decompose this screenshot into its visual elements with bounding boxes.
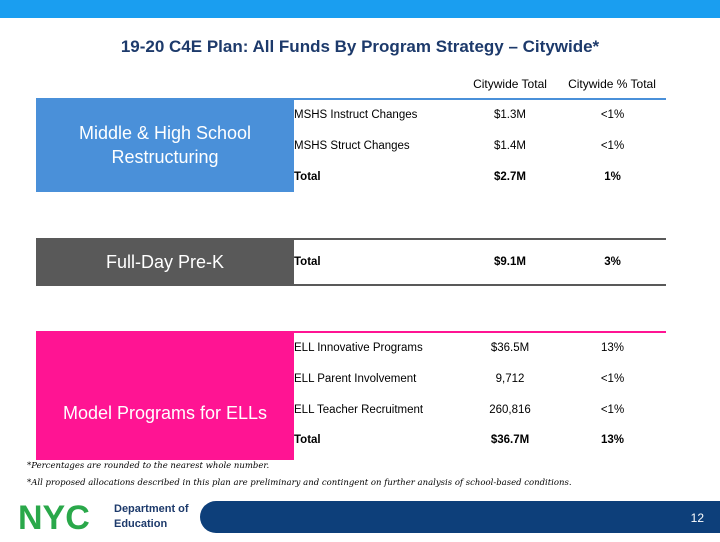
row-label: ELL Teacher Recruitment <box>294 404 424 416</box>
logo-letters: NYC <box>18 499 90 537</box>
row-total: $2.7M <box>494 171 526 183</box>
page-title: 19-20 C4E Plan: All Funds By Program Strategy – Citywide* <box>120 37 600 56</box>
row-label: MSHS Instruct Changes <box>294 109 418 121</box>
row-total: $9.1M <box>494 256 526 268</box>
row-pct: 3% <box>604 256 621 268</box>
row-label-total: Total <box>294 434 321 446</box>
nyc-doe-logo <box>18 497 198 537</box>
column-header-citywide-pct: Citywide % Total <box>568 77 656 91</box>
row-pct: 13% <box>600 434 625 446</box>
footnote-rounding: *Percentages are rounded to the nearest whole number. <box>27 461 270 471</box>
logo-line-2: Education <box>114 518 168 530</box>
section-divider-prek-bottom <box>294 284 666 286</box>
row-label: MSHS Struct Changes <box>294 140 410 152</box>
section-band-prek <box>36 238 294 286</box>
section-divider-mhs <box>294 98 666 100</box>
column-header-citywide-total: Citywide Total <box>473 77 547 91</box>
section-divider-ell <box>294 331 666 333</box>
row-total: 260,816 <box>489 404 531 416</box>
row-total: $36.7M <box>490 434 530 446</box>
row-total: $1.3M <box>494 109 526 121</box>
logo-line-1: Department of <box>114 503 189 515</box>
top-accent-bar <box>0 0 720 18</box>
row-total: $1.4M <box>494 140 526 152</box>
section-band-mhs <box>36 98 294 192</box>
section-label-ell: Model Programs for ELLs <box>62 402 268 423</box>
row-label-total: Total <box>294 256 321 268</box>
footnote-preliminary: *All proposed allocations described in this plan are preliminary and contingent on further analysis of school-based conditions. <box>27 478 572 488</box>
section-label-mhs: Middle & High School Restructuring <box>78 123 252 167</box>
row-pct: 1% <box>604 171 621 183</box>
row-total: 9,712 <box>495 373 525 385</box>
row-pct: <1% <box>600 140 625 152</box>
row-label-total: Total <box>294 171 321 183</box>
row-pct: <1% <box>600 373 625 385</box>
section-divider-prek <box>294 238 666 240</box>
row-pct: 13% <box>600 342 625 354</box>
row-total: $36.5M <box>490 342 530 354</box>
row-pct: <1% <box>600 109 625 121</box>
row-label: ELL Parent Involvement <box>294 373 417 385</box>
footer-bar <box>200 501 720 533</box>
row-pct: <1% <box>600 404 625 416</box>
page-number: 12 <box>690 511 704 525</box>
section-band-ell <box>36 331 294 460</box>
section-label-prek: Full-Day Pre-K <box>105 252 225 272</box>
nyc-logo-icon <box>18 497 198 537</box>
row-label: ELL Innovative Programs <box>294 342 423 354</box>
